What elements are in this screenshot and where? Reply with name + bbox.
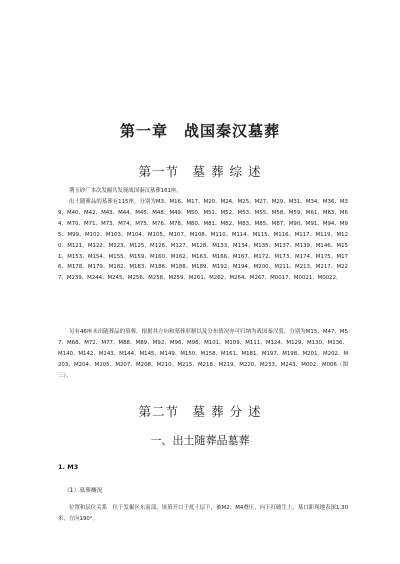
paragraph-4: 位置和层位关系 位于发掘区东南部，该墓开口于扰土层下，被M2、M4叠压，向下打破生土，墓口距现地表深1.30米，方向190°。 <box>58 505 348 522</box>
sub-heading: （1）墓葬概况 <box>64 488 103 494</box>
tomb-heading: 1. M3 <box>58 463 79 471</box>
chapter-title: 第一章 战国秦汉墓葬 <box>119 122 280 140</box>
paragraph-3: 另有46座未出随葬品的墓葬，根据其方向和墓葬形制以及分布情况亦可归纳为战国秦汉墓，分别为M15、M47、M57、M68、M72、M77、M88、M89、M92、M96、M98、M101、M109、M111、M124、M129、M130、M136、M140、M142、M143、M144、M145、M149、M150、M158、M161、M181、M197、M198、M201、M202、M203、M204、M205、M207、M208、M210、M215、M218、M219、M220、M233、M243、M002、M006（图三）。 <box>58 329 348 379</box>
subsection-title: 一、出土随葬品墓葬 <box>150 434 250 447</box>
paragraph-1: 荆玉砂厂本次发掘共发现战国秦汉墓葬161座。 <box>69 188 182 194</box>
section-title-1: 第一节 墓 葬 综 述 <box>138 164 262 179</box>
paragraph-2: 出土随葬品的墓葬有115座，分别为M3、M16、M17、M20、M24、M25、M27、M29、M31、M34、M36、M39、M40、M42、M43、M44、M45、M48、M49、M50、M51、M52、M53、M55、M58、M59、M61、M63、M64、M70、M71、M73、M74、M75、M76、M78、M80、M81、M82、M83、M85、M87、M90、M91、M94、M95、M99、M102、M103、M104、M105、M107、M108、M110、M114、M115、M116、M117、M119、M120、M121、M122、M123、M125、M126、M127、M128、M133、M134、M135、M137、M139、M146、M151、M153、M154、M155、M159、M160、M162、M163、M166、M167、M172、M173、M174、M175、M176、M178、M179、M182、M183、M186、M188、M189、M192、M194、M200、M211、M213、M217、M227、M239、M244、M245、M256、M258、M259、M261、M262、M264、M267、M0017、M0021、M0022。 <box>58 199 348 282</box>
section-title-2: 第二节 墓 葬 分 述 <box>138 404 262 419</box>
